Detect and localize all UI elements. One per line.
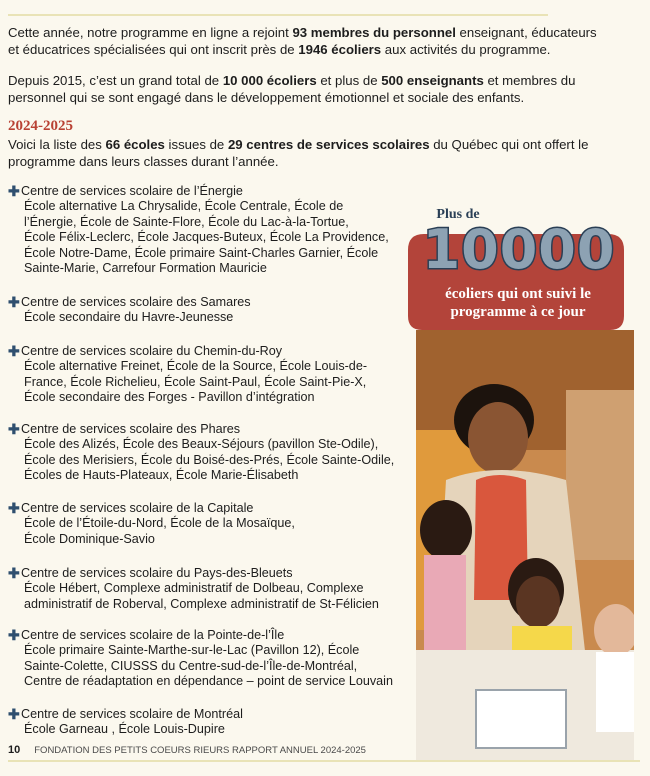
classroom-photo — [416, 330, 634, 762]
bold-run: 93 membres du personnel — [292, 25, 456, 40]
school-line: École primaire Sainte-Marthe-sur-le-Lac (Pavillon 12), École — [24, 643, 360, 658]
centre-entry — [8, 422, 408, 484]
school-line: École Notre-Dame, École primaire Saint-Charles Garnier, École — [24, 245, 379, 260]
page-number: 10 — [8, 744, 21, 756]
section-intro-paragraph — [8, 136, 608, 170]
page-footer — [8, 744, 366, 756]
section-year-heading: 2024-2025 — [8, 118, 73, 134]
text-run: et membres du personnel qui se sont engagé dans le développement émotionnel et sociale des enfants. — [8, 73, 576, 105]
school-line: École secondaire du Havre-Jeunesse — [24, 310, 234, 325]
centre-entry — [8, 566, 408, 612]
text-run: et plus de — [316, 73, 382, 88]
bottom-rule — [8, 760, 640, 762]
text-run: issues de — [164, 137, 228, 152]
centre-entry — [8, 344, 408, 406]
centre-title: Centre de services scolaire de la Capitale — [21, 501, 254, 515]
classroom-photo-illustration — [416, 330, 634, 762]
school-line: administratif de Roberval, Complexe administratif de St-Félicien — [24, 596, 379, 611]
text-run: Voici la liste des — [8, 137, 106, 152]
centre-title: Centre de services scolaire de la Pointe-de-l’Île — [21, 628, 285, 642]
centre-title: Centre de services scolaire des Samares — [21, 295, 251, 309]
stat-line-2: programme à ce jour — [450, 304, 586, 320]
text-run: Cette année, notre programme en ligne a rejoint — [8, 25, 293, 40]
centre-title: Centre de services scolaire de l’Énergie — [21, 184, 243, 198]
centre-title: Centre de services scolaire de Montréal — [21, 707, 243, 721]
school-line: École Garneau , École Louis-Dupire — [24, 722, 225, 737]
plus-bullet-icon: ✚ — [8, 183, 20, 199]
plus-bullet-icon: ✚ — [8, 294, 20, 310]
stat-line-1: écoliers qui ont suivi le — [445, 286, 591, 302]
bold-run: 500 enseignants — [381, 73, 484, 88]
school-line: École des Alizés, École des Beaux-Séjours (pavillon Ste-Odile), — [24, 437, 379, 452]
school-line: École Félix-Leclerc, École Jacques-Buteux, École La Providence, — [24, 230, 389, 245]
stat-prefix: Plus de — [436, 207, 480, 222]
school-line: École Hébert, Complexe administratif de Dolbeau, Complexe — [24, 581, 364, 596]
bold-run: 29 centres de services scolaires — [227, 137, 430, 152]
text-run: Depuis 2015, c’est un grand total de — [8, 73, 223, 88]
plus-bullet-icon: ✚ — [8, 706, 20, 722]
plus-bullet-icon: ✚ — [8, 343, 20, 359]
school-line: Sainte-Marie, Carrefour Formation Mauricie — [24, 261, 267, 276]
plus-bullet-icon: ✚ — [8, 500, 20, 516]
intro-paragraph-1 — [8, 24, 608, 58]
bold-run: 1946 écoliers — [298, 42, 382, 57]
plus-bullet-icon: ✚ — [8, 421, 20, 437]
centre-entry — [8, 628, 408, 690]
school-line: Centre de réadaptation en dépendance – point de service Louvain — [24, 674, 393, 689]
top-rule — [8, 14, 548, 16]
school-line: École alternative Freinet, École de la Source, École Louis-de- — [24, 359, 368, 374]
school-line: École alternative La Chrysalide, École Centrale, École de — [24, 199, 344, 214]
centre-title: Centre de services scolaire du Pays-des-Bleuets — [21, 566, 293, 580]
text-run: aux activités du programme. — [381, 42, 551, 57]
footer-text: FONDATION DES PETITS COEURS RIEURS RAPPORT ANNUEL 2024-2025 — [34, 745, 366, 756]
centre-entry — [8, 501, 408, 547]
centre-entry — [8, 707, 408, 738]
intro-paragraph-2 — [8, 72, 608, 106]
stat-number: 10000 — [422, 218, 616, 281]
school-line: École secondaire des Forges - Pavillon d’intégration — [24, 390, 315, 405]
school-line: France, École Richelieu, École Saint-Paul, École Saint-Pie-X, — [24, 374, 367, 389]
centre-title: Centre de services scolaire des Phares — [21, 422, 241, 436]
stat-callout — [396, 190, 636, 340]
centre-entry — [8, 184, 408, 276]
text-run: du Québec qui ont offert le programme dans leurs classes durant l’année. — [8, 137, 589, 169]
plus-bullet-icon: ✚ — [8, 565, 20, 581]
school-line: École Dominique-Savio — [24, 531, 155, 546]
school-line: Sainte-Colette, CIUSSS du Centre-sud-de-l’Île-de-Montréal, — [24, 658, 358, 673]
school-line: École des Merisiers, École du Boisé-des-Prés, École Sainte-Odile, — [24, 452, 395, 467]
plus-bullet-icon: ✚ — [8, 627, 20, 643]
school-line: Écoles de Hauts-Plateaux, École Marie-Élisabeth — [24, 468, 299, 483]
bold-run: 10 000 écoliers — [222, 73, 317, 88]
text-run: enseignant, éducateurs et éducatrices spécialisées qui ont inscrit près de — [8, 25, 597, 57]
centre-entry — [8, 295, 408, 326]
bold-run: 66 écoles — [105, 137, 165, 152]
school-line: École de l’Étoile-du-Nord, École de la Mosaïque, — [24, 516, 295, 531]
centre-title: Centre de services scolaire du Chemin-du-Roy — [21, 344, 283, 358]
school-line: l’Énergie, École de Sainte-Flore, École du Lac-à-la-Tortue, — [24, 214, 349, 229]
